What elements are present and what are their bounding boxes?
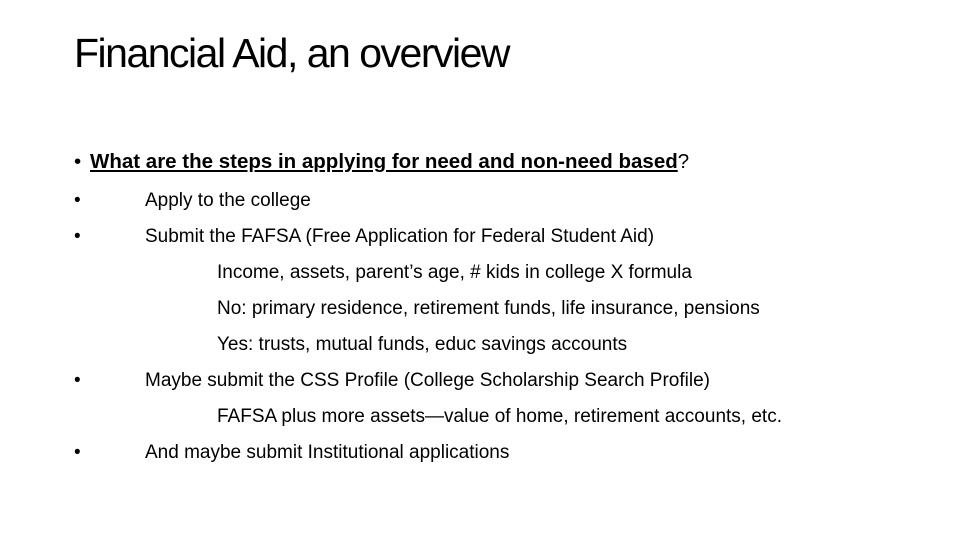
list-item-fafsa: Submit the FAFSA (Free Application for Federal Student Aid) (145, 226, 655, 247)
bullet-point: • (74, 226, 81, 247)
question-mark: ? (677, 150, 690, 173)
fafsa-subitem: No: primary residence, retirement funds, life insurance, pensions (217, 298, 760, 319)
list-item-apply: Apply to the college (145, 190, 311, 211)
fafsa-subitem: Income, assets, parent’s age, # kids in college X formula (217, 262, 692, 283)
fafsa-subitem: Yes: trusts, mutual funds, educ savings accounts (217, 334, 628, 355)
question-bullet: • (74, 150, 82, 173)
css-profile-subitem: FAFSA plus more assets—value of home, retirement accounts, etc. (217, 406, 782, 427)
list-item-institutional: And maybe submit Institutional applications (145, 442, 510, 463)
list-item-css-profile: Maybe submit the CSS Profile (College Scholarship Search Profile) (145, 370, 710, 391)
bullet-point: • (74, 190, 81, 211)
question-line (74, 150, 689, 174)
bullet-point: • (74, 442, 81, 463)
question-text: What are the steps in applying for need and non-need based (90, 150, 678, 173)
slide-title: Financial Aid, an overview (74, 30, 510, 76)
bullet-point: • (74, 370, 81, 391)
